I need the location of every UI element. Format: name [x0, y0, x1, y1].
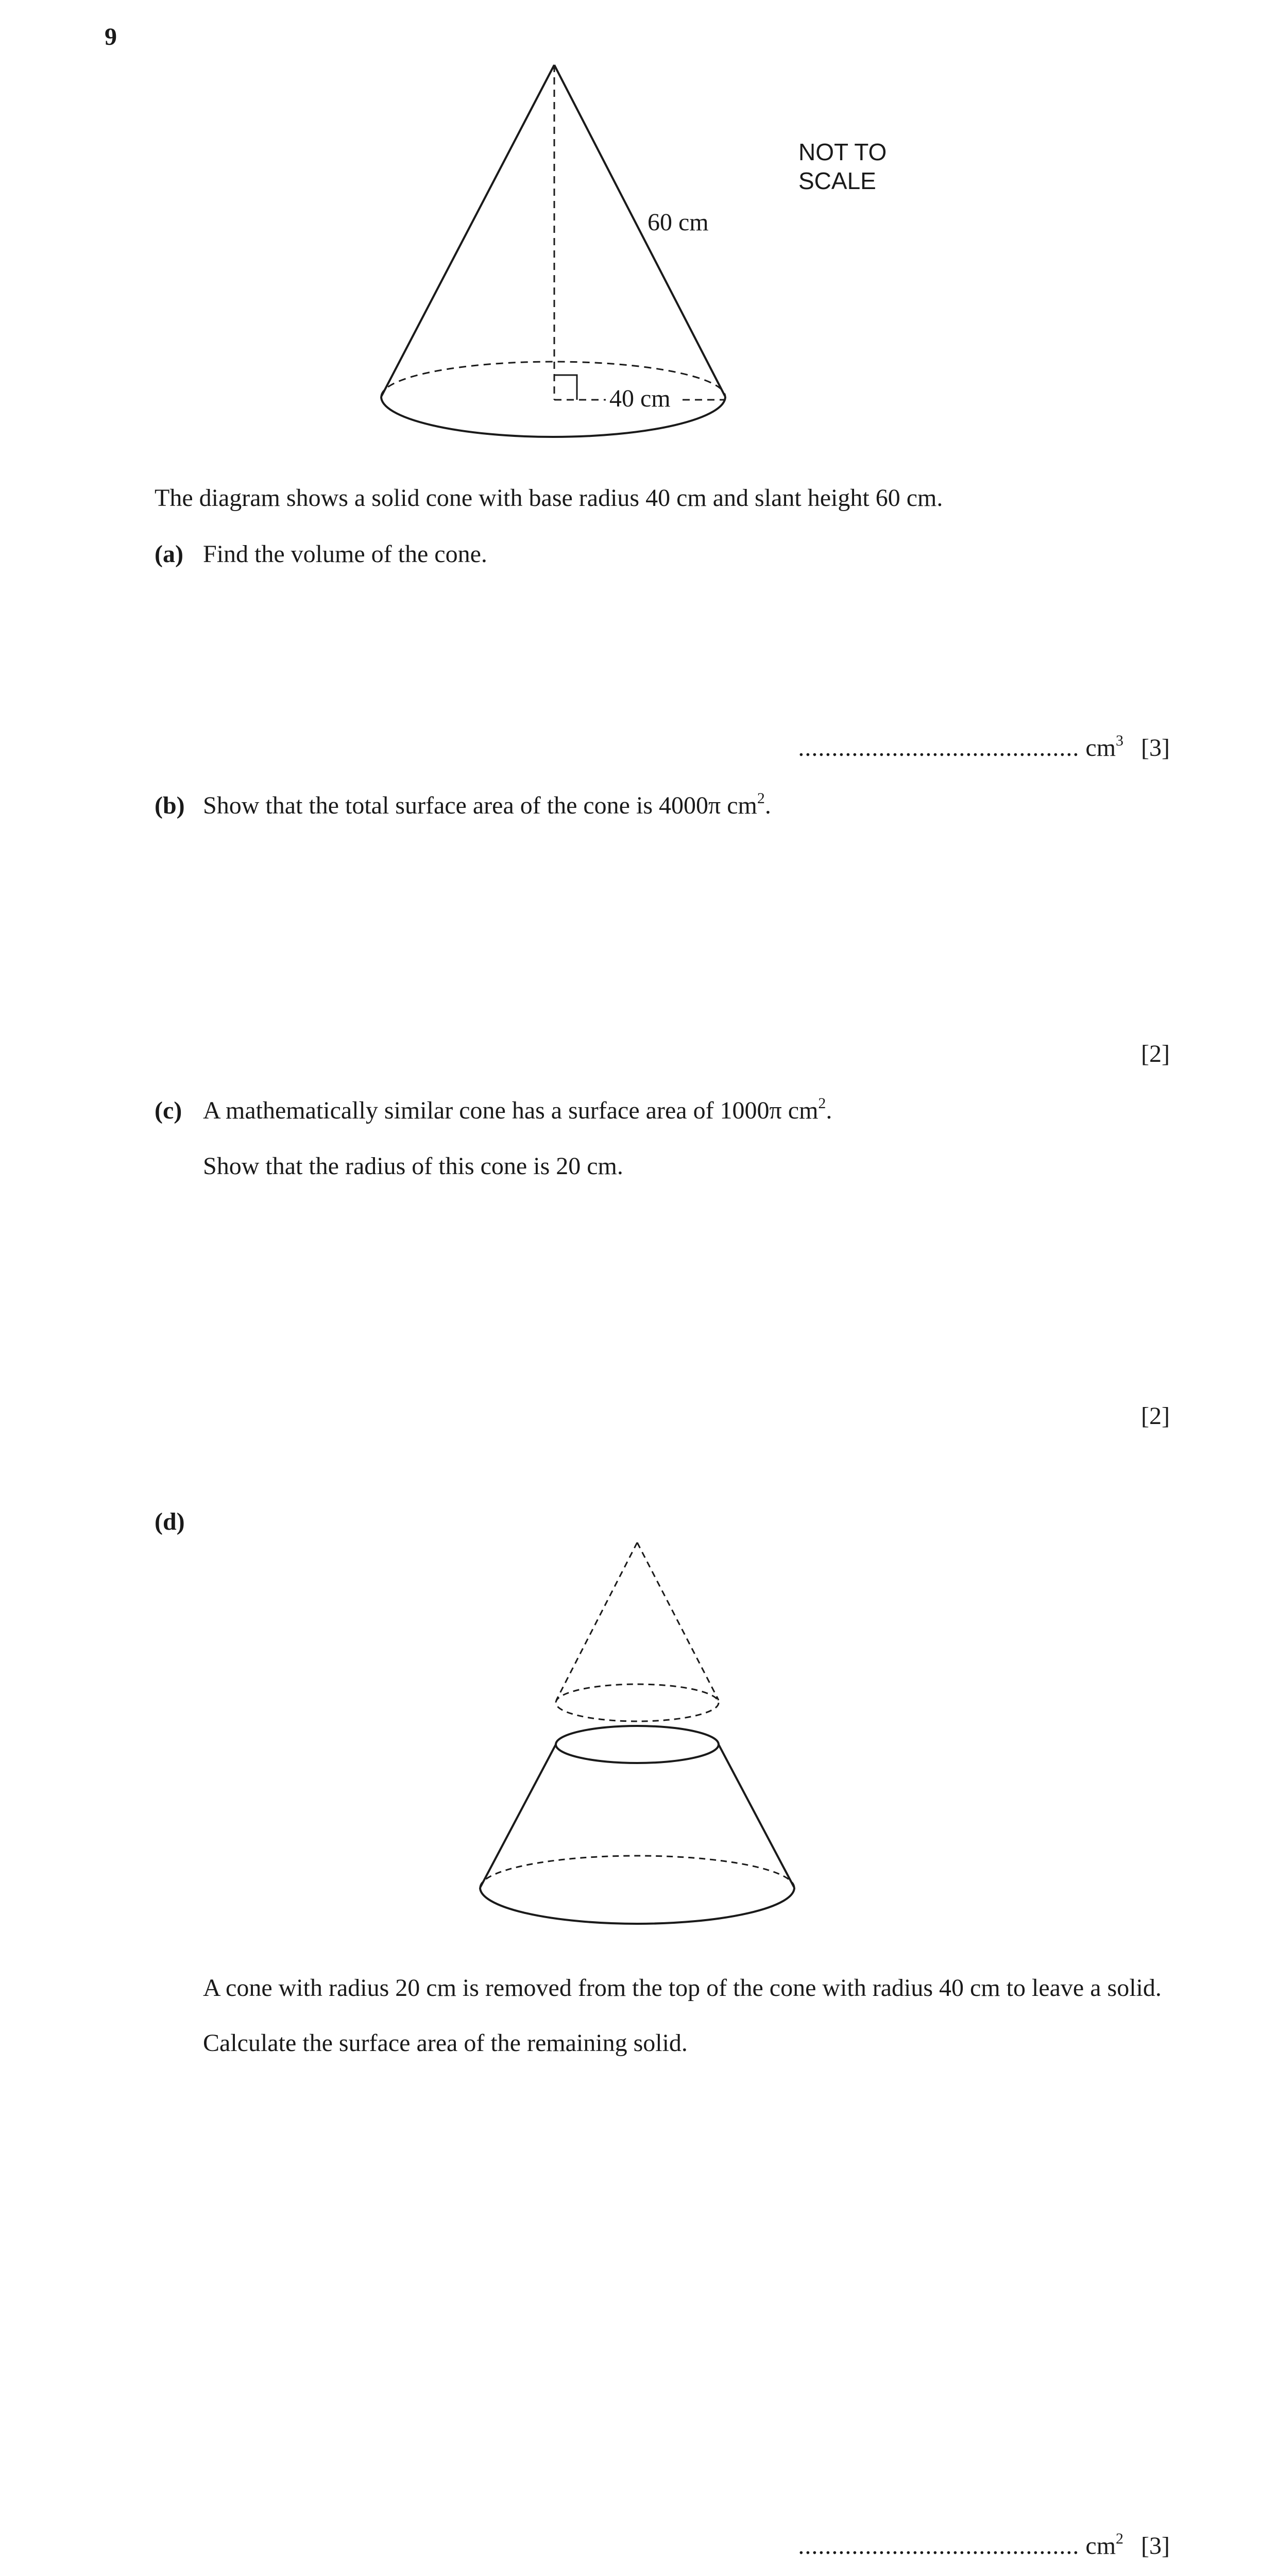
part-d-unit-power: 2 [1116, 2530, 1124, 2547]
part-c-question-2: Show that the radius of this cone is 20 cm. [203, 1153, 623, 1180]
part-d-question-2: Calculate the surface area of the remaining solid. [203, 2029, 688, 2057]
frustum-top [556, 1726, 719, 1763]
not-to-scale-line2: SCALE [798, 167, 876, 194]
part-d-question: A cone with radius 20 cm is removed from the top of the cone with radius 40 cm to leave a solid. [203, 1974, 1162, 2002]
part-a-question: Find the volume of the cone. [203, 540, 487, 568]
frustum-base-front [480, 1888, 794, 1924]
part-b-label: (b) [155, 792, 185, 819]
part-a-label: (a) [155, 540, 183, 568]
question-number: 9 [105, 23, 117, 50]
part-d-marks: [3] [1141, 2532, 1170, 2560]
removed-cone-left-side [556, 1543, 637, 1700]
not-to-scale-line1: NOT TO [798, 139, 887, 165]
part-a-marks: [3] [1141, 734, 1170, 761]
part-d-unit: cm [1085, 2532, 1116, 2560]
part-d-label: (d) [155, 1508, 185, 1535]
part-d-answer-row [798, 2530, 1170, 2560]
radius-label: 40 cm [609, 385, 671, 412]
part-b-marks: [2] [1141, 1040, 1170, 1067]
slant-height-label: 60 cm [647, 209, 709, 236]
part-a-answer-line[interactable]: .......................................... [798, 734, 1080, 761]
part-c-label: (c) [155, 1097, 182, 1124]
part-a-unit: cm [1085, 734, 1116, 761]
removed-cone-base [556, 1684, 719, 1721]
part-d-answer-line[interactable]: .......................................... [798, 2532, 1080, 2560]
part-b-question: Show that the total surface area of the cone is 4000π $cm^2$. [203, 790, 771, 819]
part-c-question: A mathematically similar cone has a surface area of 1000π $cm^2$. [203, 1095, 832, 1124]
part-a-unit-power: 3 [1116, 732, 1124, 749]
removed-cone-right-side [637, 1543, 719, 1700]
intro-text: The diagram shows a solid cone with base radius 40 cm and slant height 60 cm. [155, 484, 943, 512]
frustum-base-back [480, 1856, 794, 1888]
part-c-marks: [2] [1141, 1402, 1170, 1430]
